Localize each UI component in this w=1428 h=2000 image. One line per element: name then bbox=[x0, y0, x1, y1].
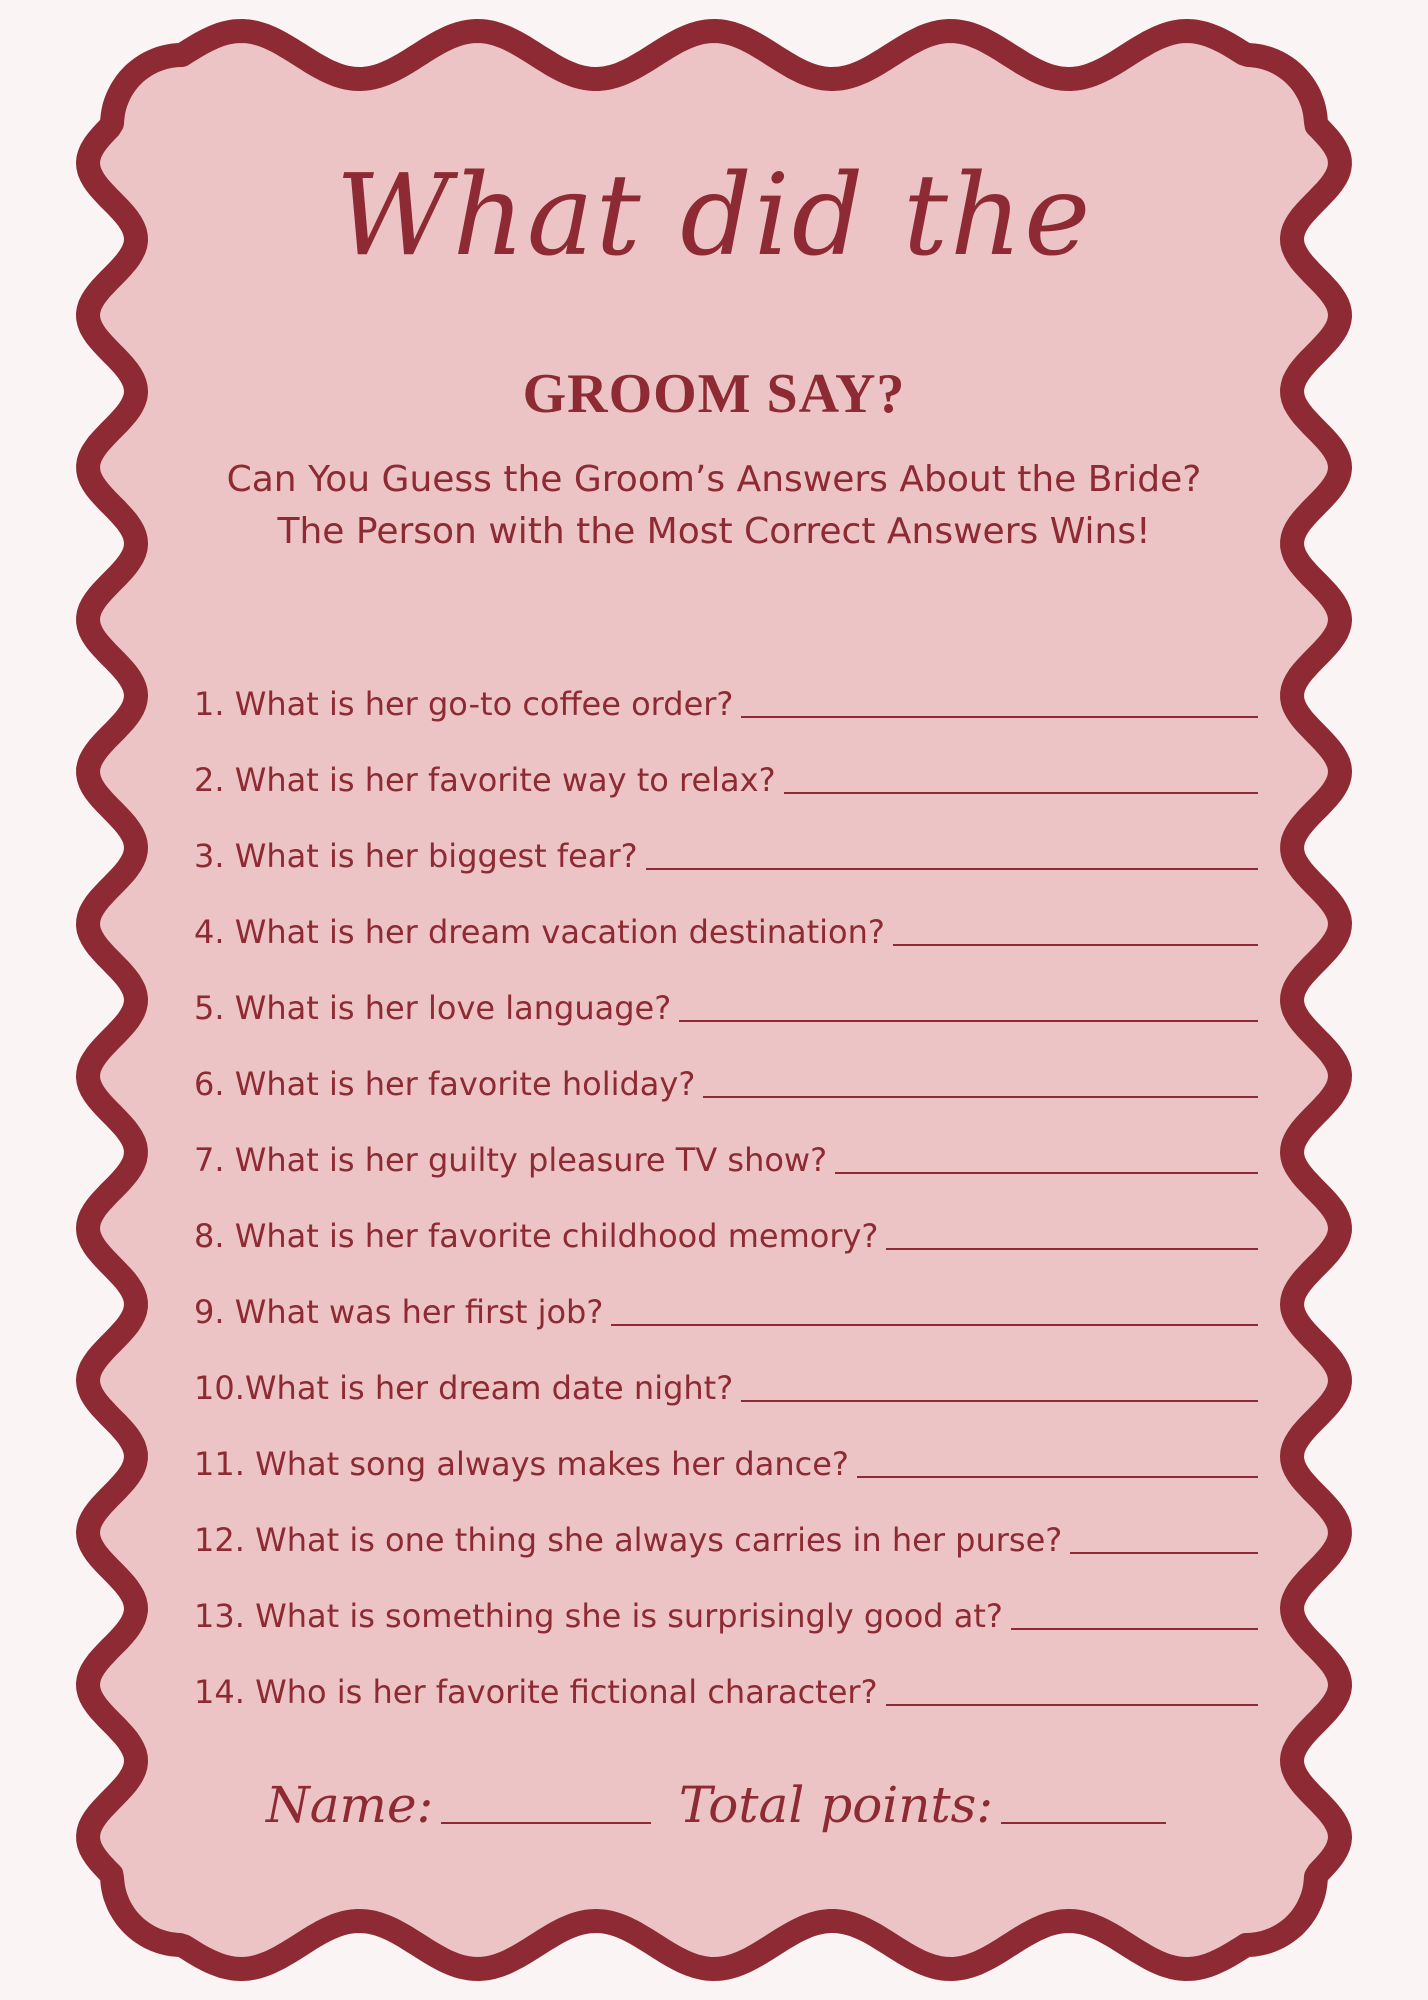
answer-line[interactable] bbox=[679, 1020, 1258, 1022]
total-points-line[interactable] bbox=[1001, 1822, 1166, 1824]
subtitle-line-1: Can You Guess the Groom’s Answers About the Bride? bbox=[226, 459, 1202, 500]
total-points-label: Total points: bbox=[678, 1776, 994, 1834]
question-text: 10.What is her dream date night? bbox=[194, 1369, 734, 1407]
question-row bbox=[194, 1638, 1258, 1714]
question-text: 8. What is her favorite childhood memory? bbox=[194, 1217, 879, 1255]
question-text: 11. What song always makes her dance? bbox=[194, 1445, 849, 1483]
question-row bbox=[194, 1030, 1258, 1106]
question-text: 7. What is her guilty pleasure TV show? bbox=[194, 1141, 828, 1179]
caps-title: GROOM SAY? bbox=[522, 363, 906, 425]
answer-line[interactable] bbox=[741, 716, 1258, 718]
footer bbox=[266, 1776, 1166, 1834]
question-text: 13. What is something she is surprisingly good at? bbox=[194, 1597, 1003, 1635]
question-text: 14. Who is her favorite fictional character? bbox=[194, 1673, 878, 1711]
question-row bbox=[194, 878, 1258, 954]
question-text: 9. What was her first job? bbox=[194, 1293, 604, 1331]
answer-line[interactable] bbox=[1070, 1552, 1258, 1554]
answer-line[interactable] bbox=[886, 1248, 1258, 1250]
answer-line[interactable] bbox=[646, 868, 1258, 870]
script-title: What did the bbox=[335, 151, 1093, 281]
question-text: 6. What is her favorite holiday? bbox=[194, 1065, 696, 1103]
question-row bbox=[194, 1410, 1258, 1486]
question-text: 2. What is her favorite way to relax? bbox=[194, 761, 776, 799]
answer-line[interactable] bbox=[1011, 1628, 1258, 1630]
question-row bbox=[194, 1106, 1258, 1182]
question-text: 3. What is her biggest fear? bbox=[194, 837, 638, 875]
question-row bbox=[194, 954, 1258, 1030]
answer-line[interactable] bbox=[893, 944, 1258, 946]
question-row bbox=[194, 1562, 1258, 1638]
question-row bbox=[194, 1486, 1258, 1562]
answer-line[interactable] bbox=[703, 1096, 1258, 1098]
name-line[interactable] bbox=[441, 1822, 650, 1824]
answer-line[interactable] bbox=[611, 1324, 1258, 1326]
answer-line[interactable] bbox=[784, 792, 1258, 794]
answer-line[interactable] bbox=[886, 1704, 1258, 1706]
question-row bbox=[194, 802, 1258, 878]
question-row bbox=[194, 726, 1258, 802]
name-label: Name: bbox=[266, 1776, 434, 1834]
question-text: 5. What is her love language? bbox=[194, 989, 672, 1027]
question-text: 4. What is her dream vacation destination? bbox=[194, 913, 885, 951]
question-text: 1. What is her go-to coffee order? bbox=[194, 685, 734, 723]
question-list bbox=[194, 650, 1258, 1714]
answer-line[interactable] bbox=[835, 1172, 1258, 1174]
question-row bbox=[194, 1258, 1258, 1334]
question-row bbox=[194, 1182, 1258, 1258]
answer-line[interactable] bbox=[741, 1400, 1258, 1402]
question-row bbox=[194, 650, 1258, 726]
question-row bbox=[194, 1334, 1258, 1410]
question-text: 12. What is one thing she always carries in her purse? bbox=[194, 1521, 1063, 1559]
subtitle-line-2: The Person with the Most Correct Answers Wins! bbox=[277, 511, 1151, 552]
answer-line[interactable] bbox=[857, 1476, 1258, 1478]
